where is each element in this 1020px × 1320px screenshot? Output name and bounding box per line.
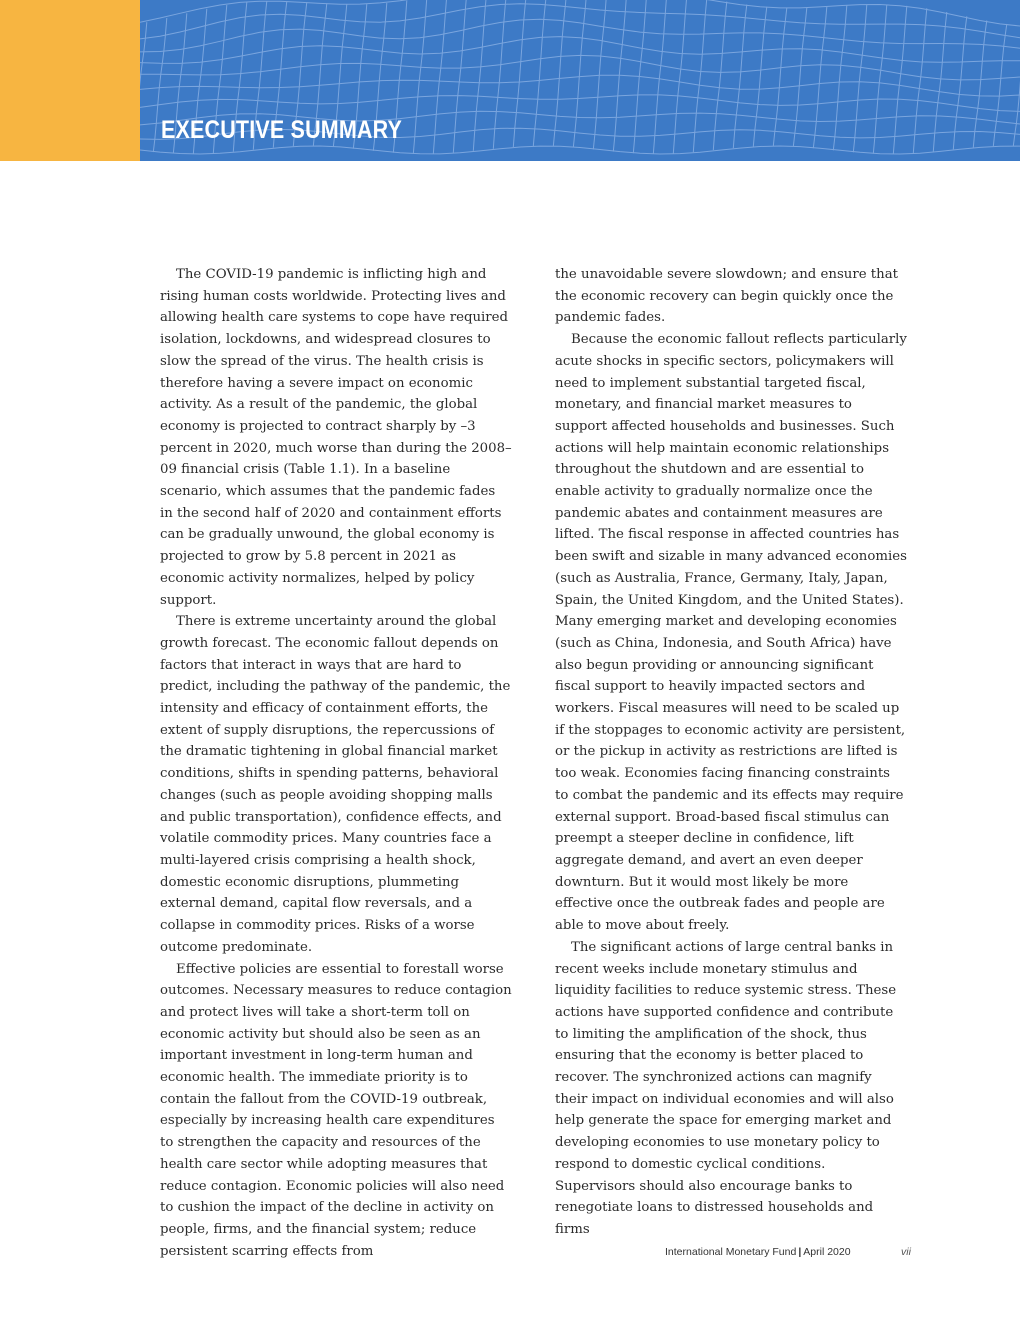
mesh-line	[653, 0, 667, 154]
mesh-line	[140, 146, 1020, 154]
mesh-line	[1013, 26, 1020, 146]
footer-publisher: International Monetary Fund	[665, 1246, 797, 1258]
mesh-line	[413, 0, 427, 154]
mesh-line	[673, 0, 687, 154]
mesh-line	[473, 0, 487, 151]
mesh-line	[713, 2, 727, 151]
mesh-line	[140, 22, 147, 150]
mesh-line	[813, 7, 827, 148]
mesh-line	[933, 12, 947, 151]
mesh-line	[693, 0, 707, 152]
mesh-line	[993, 24, 1007, 146]
mesh-line	[533, 0, 547, 146]
mesh-line	[140, 0, 1020, 26]
mesh-line	[433, 0, 447, 154]
right-text-column	[555, 264, 907, 1241]
mesh-line	[453, 0, 467, 153]
mesh-line	[913, 8, 927, 153]
paragraph: the unavoidable severe slowdown; and ensure that the economic recovery can begin quickly once the pandemic fades.	[555, 267, 898, 326]
mesh-line	[140, 4, 1020, 39]
mesh-line	[853, 5, 867, 153]
left-text-column	[160, 264, 512, 1262]
paragraph: Effective policies are essential to forestall worse outcomes. Necessary measures to reduce contagion and protect lives will take a short-term toll on economic activity but should also be seen as an important investment in long-term human and economic health. The immediate priority is to contain the fallout from the COVID-19 outbreak, especially by increasing health care expenditures to strengthen the capacity and resources of the health care sector while adopting measures that reduce contagion. Economic policies will also need to cushion the impact of the decline in activity on people, firms, and the financial system; reduce persistent scarring effects from	[160, 961, 512, 1259]
mesh-line	[873, 5, 887, 154]
mesh-line	[140, 75, 1020, 96]
mesh-line	[773, 8, 787, 146]
footer-date: April 2020	[803, 1246, 851, 1258]
page-number: vii	[901, 1246, 911, 1258]
mesh-line	[593, 0, 607, 149]
mesh-line	[793, 8, 807, 147]
paragraph: There is extreme uncertainty around the global growth forecast. The economic fallout depends on factors that interact in ways that are hard to predict, including the pathway of the pandemic, the intensity and efficacy of containment efforts, the extent of supply disruptions, the repercussions of the dramatic tightening in global financial market conditions, shifts in spending patterns, behavioral changes (such as people avoiding shopping malls and public transportation), confidence effects, and volatile commodity prices. Many countries face a multi-layered crisis comprising a health shock, domestic economic disruptions, plummeting external demand, capital flow reversals, and a collapse in commodity prices. Risks of a worse outcome predominate.	[160, 614, 511, 955]
mesh-line	[513, 0, 527, 147]
mesh-line	[140, 95, 1020, 112]
page-footer	[665, 1246, 915, 1258]
paragraph: The COVID-19 pandemic is inflicting high and rising human costs worldwide. Protecting lives and allowing health care systems to cope have required isolation, lockdowns, and widespread closures to slow the spread of the virus. The health crisis is therefore having a severe impact on economic activity. As a result of the pandemic, the global economy is projected to contract sharply by –3 percent in 2020, much worse than during the 2008–09 financial crisis (Table 1.1). In a baseline scenario, which assumes that the pandemic fades in the second half of 2020 and containment efforts can be gradually unwound, the global economy is projected to grow by 5.8 percent in 2021 as economic activity normalizes, helped by policy support.	[160, 267, 512, 608]
page-title: EXECUTIVE SUMMARY	[161, 116, 403, 144]
mesh-line	[833, 6, 847, 151]
paragraph: Because the economic fallout reflects particularly acute shocks in specific sectors, policymakers will need to implement substantial targeted fiscal, monetary, and financial market measures to support affected households and businesses. Such actions will help maintain economic relationships throughout the shutdown and are essential to enable activity to gradually normalize once the pandemic abates and containment measures are lifted. The fiscal response in affected countries has been swift and sizable in many advanced economies (such as Australia, France, Germany, Italy, Japan, Spain, the United Kingdom, and the United States). Many emerging market and developing economies (such as China, Indonesia, and South Africa) have also begun providing or announcing significant fiscal support to heavily impacted sectors and workers. Fiscal measures will need to be scaled up if the stoppages to economic activity are persistent, or the pickup in activity as restrictions are lifted is too weak. Economies facing financing constraints to combat the pandemic and its effects may require external support. Broad-based fiscal stimulus can preempt a steeper decline in confidence, lift aggregate demand, and avert an even deeper downturn. But it would most likely be more effective once the outbreak fades and people are able to move about freely.	[555, 332, 907, 934]
mesh-line	[973, 21, 987, 148]
mesh-line	[953, 16, 967, 149]
mesh-line	[553, 0, 567, 146]
header-accent-block	[0, 0, 140, 161]
mesh-line	[753, 7, 767, 147]
mesh-line	[140, 37, 1020, 64]
mesh-line	[733, 5, 747, 149]
mesh-line	[893, 6, 907, 154]
paragraph: The significant actions of large central banks in recent weeks include monetary stimulus and liquidity facilities to reduce systemic stress. These actions have supported confidence and contribute to limiting the amplification of the shock, thus ensuring that the economy is better placed to recover. The synchronized actions can magnify their impact on individual economies and will also help generate the space for emerging market and developing economies to use monetary policy to respond to domestic cyclical conditions. Supervisors should also encourage banks to renegotiate loans to distressed households and firms	[555, 939, 897, 1237]
footer-separator: |	[798, 1246, 802, 1258]
